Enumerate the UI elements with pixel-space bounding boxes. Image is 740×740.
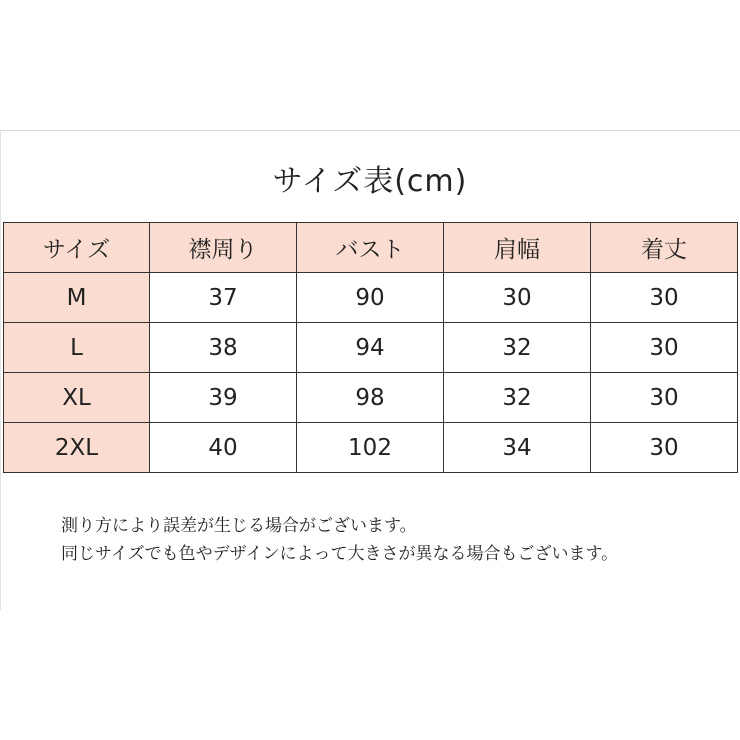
table-row bbox=[4, 323, 738, 373]
size-table bbox=[3, 222, 738, 473]
table-cell: 32 bbox=[444, 323, 591, 373]
table-row bbox=[4, 273, 738, 323]
table-cell: 32 bbox=[444, 373, 591, 423]
row-size-label: 2XL bbox=[4, 423, 150, 473]
table-cell: 37 bbox=[150, 273, 297, 323]
page-title: サイズ表(cm) bbox=[272, 164, 468, 199]
frame-left-line bbox=[0, 130, 1, 610]
table-cell: 30 bbox=[591, 423, 738, 473]
table-cell: 30 bbox=[591, 323, 738, 373]
table-cell: 38 bbox=[150, 323, 297, 373]
frame-top-line bbox=[0, 130, 740, 131]
table-cell: 30 bbox=[591, 273, 738, 323]
table-cell: 34 bbox=[444, 423, 591, 473]
note-measurement: 測り方により誤差が生じる場合がございます。 bbox=[61, 516, 417, 536]
row-size-label: M bbox=[4, 273, 150, 323]
table-cell: 40 bbox=[150, 423, 297, 473]
table-cell: 98 bbox=[297, 373, 444, 423]
table-cell: 30 bbox=[591, 373, 738, 423]
table-cell: 90 bbox=[297, 273, 444, 323]
table-row bbox=[4, 373, 738, 423]
table-cell: 30 bbox=[444, 273, 591, 323]
row-size-label: XL bbox=[4, 373, 150, 423]
row-size-label: L bbox=[4, 323, 150, 373]
table-cell: 39 bbox=[150, 373, 297, 423]
table-header-row bbox=[4, 223, 738, 273]
header-shoulder: 肩幅 bbox=[444, 223, 591, 273]
notes bbox=[61, 512, 618, 568]
header-bust: バスト bbox=[297, 223, 444, 273]
header-size: サイズ bbox=[4, 223, 150, 273]
table-cell: 102 bbox=[297, 423, 444, 473]
header-length: 着丈 bbox=[591, 223, 738, 273]
header-neck: 襟周り bbox=[150, 223, 297, 273]
table-cell: 94 bbox=[297, 323, 444, 373]
table-row bbox=[4, 423, 738, 473]
note-variation: 同じサイズでも色やデザインによって大きさが異なる場合もございます。 bbox=[61, 544, 619, 564]
